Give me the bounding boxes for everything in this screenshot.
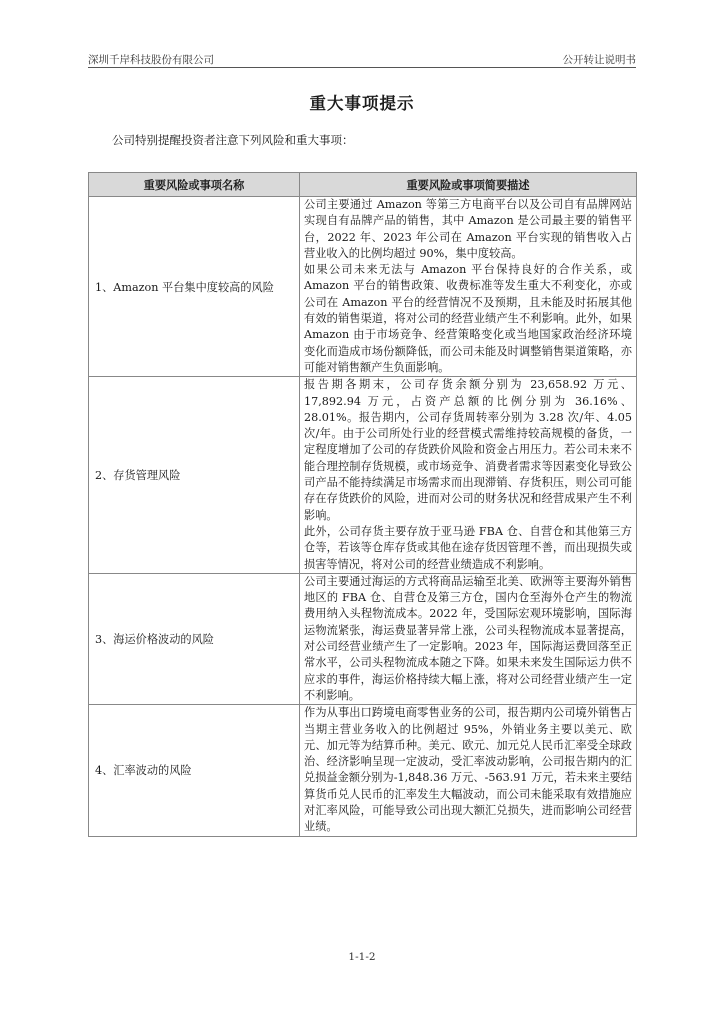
risk-name: 1、Amazon 平台集中度较高的风险: [89, 197, 300, 377]
table-row: [89, 705, 637, 836]
column-header-description: 重要风险或事项简要描述: [300, 173, 637, 197]
page-number: 1-1-2: [348, 951, 376, 963]
risk-description: [300, 377, 637, 574]
risk-name: 3、海运价格波动的风险: [89, 573, 300, 704]
intro-text: 公司特别提醒投资者注意下列风险和重大事项：: [112, 133, 354, 147]
risk-paragraph: 如果公司未来无法与 Amazon 平台保持良好的合作关系，或 Amazon 平台的销售政策、收费标准等发生重大不利变化，亦或公司在 Amazon 平台的经营情况不及预期，且未能及时拓展其他有效的销售渠道，将对公司的经营业绩产生不利影响。此外，如果 Amazon 由于市场竞争、经营策略变化或当地国家政治经济环境变化而造成市场份额降低，而公司未能及时调整销售渠道策略，亦可能对销售额产生负面影响。: [304, 263, 632, 374]
header-doc-type: 公开转让说明书: [562, 54, 636, 66]
risk-paragraph: 此外，公司存货主要存放于亚马逊 FBA 仓、自营仓和其他第三方仓等，若该等仓库存货或其他在途存货因管理不善，而出现损失或损害等情况，将对公司的经营业绩造成不利影响。: [304, 524, 632, 571]
table-row: [89, 573, 637, 704]
table-row: [89, 377, 637, 574]
table-row: [89, 197, 637, 377]
column-header-name: 重要风险或事项名称: [89, 173, 300, 197]
page-title: 重大事项提示: [309, 94, 415, 113]
risk-table: [88, 172, 637, 837]
risk-description: [300, 705, 637, 836]
risk-description: [300, 197, 637, 377]
risk-paragraph: 作为从事出口跨境电商零售业务的公司，报告期内公司境外销售占当期主营业务收入的比例超过 95%，外销业务主要以美元、欧元、加元等为结算币种。美元、欧元、加元兑人民币汇率受全球政治、经济影响呈现一定波动，受汇率波动影响，公司报告期内的汇兑损益金额分别为-1,848.36 万元、-563.91 万元，若未来主要结算货币兑人民币的汇率发生大幅波动，而公司未能采取有效措施应对汇率风险，可能导致公司出现大额汇兑损失，进而影响公司经营业绩。: [304, 706, 632, 834]
header-divider: [88, 67, 636, 68]
table-header-row: [89, 173, 637, 197]
risk-paragraph: 公司主要通过 Amazon 等第三方电商平台以及公司自有品牌网站实现自有品牌产品的销售，其中 Amazon 是公司最主要的销售平台，2022 年、2023 年公司在 Amazon 平台实现的销售收入占营业收入的比例均超过 90%，集中度较高。: [304, 198, 632, 260]
risk-name: 2、存货管理风险: [89, 377, 300, 574]
risk-paragraph: 公司主要通过海运的方式将商品运输至北美、欧洲等主要海外销售地区的 FBA 仓、自营仓及第三方仓，国内仓至海外仓产生的物流费用纳入头程物流成本。2022 年，受国际宏观环境影响，国际海运物流紧张，海运费显著异常上涨，公司头程物流成本显著提高，对公司经营业绩产生了一定影响。2023 年，国际海运费回落至正常水平，公司头程物流成本随之下降。如果未来发生国际运力供不应求的事件，海运价格持续大幅上涨，将对公司经营业绩产生一定不利影响。: [304, 574, 632, 702]
header-company: 深圳千岸科技股份有限公司: [88, 54, 214, 66]
risk-paragraph: 报告期各期末，公司存货余额分别为 23,658.92 万元、17,892.94 万元，占资产总额的比例分别为 36.16%、28.01%。报告期内，公司存货周转率分别为 3.28 次/年、4.05 次/年。由于公司所处行业的经营模式需维持较高规模的备货，一定程度增加了公司的存货跌价风险和资金占用压力。若公司未来不能合理控制存货规模，或市场竞争、消费者需求等因素变化导致公司产品不能持续满足市场需求而出现滞销、存货积压，则公司可能存在存货跌价的风险，进而对公司的财务状况和经营成果产生不利影响。: [304, 378, 632, 522]
risk-name: 4、汇率波动的风险: [89, 705, 300, 836]
risk-description: [300, 573, 637, 704]
